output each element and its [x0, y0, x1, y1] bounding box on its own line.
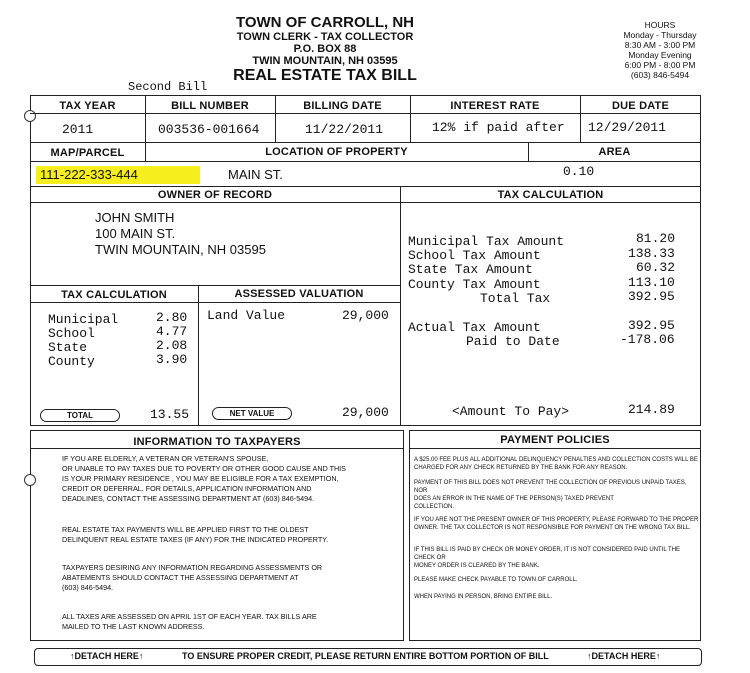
rate-municipal-value: 2.80 — [156, 310, 188, 325]
net-value-amount: 29,000 — [342, 405, 389, 420]
policy-line: DOES AN ERROR IN THE NAME OF THE PERSON(S) TAXED PREVENT — [414, 496, 614, 502]
state-tax-label: State Tax Amount — [408, 262, 533, 277]
due-date-header: DUE DATE — [611, 100, 669, 112]
policy-line: PAYMENT OF THIS BILL DOES NOT PREVENT THE COLLECTION OF PREVIOUS UNPAID TAXES, NOR — [414, 480, 687, 494]
assessed-valuation-header: ASSESSED VALUATION — [234, 288, 364, 300]
policy-line: IF THIS BILL IS PAID BY CHECK OR MONEY ORDER, IT IS NOT CONSIDERED PAID UNTIL THE CHECK OR — [414, 547, 681, 561]
po-box: P.O. BOX 88 — [293, 43, 357, 55]
location-header: LOCATION OF PROPERTY — [265, 146, 408, 158]
map-parcel-header: MAP/PARCEL — [50, 147, 125, 159]
info-paragraph-2 — [62, 525, 402, 545]
office-hours — [610, 20, 710, 80]
info-line: DELINQUENT REAL ESTATE TAXES (IF ANY) FOR THE INDICATED PROPERTY. — [62, 535, 329, 544]
second-bill-label: Second Bill — [128, 80, 208, 94]
bill-number-header: BILL NUMBER — [171, 100, 249, 112]
policy-line: COLLECTION. — [414, 504, 455, 510]
policy-line: MONEY ORDER IS CLEARED BY THE BANK. — [414, 563, 540, 569]
bill-title: REAL ESTATE TAX BILL — [233, 67, 417, 84]
policy-5 — [414, 576, 699, 584]
amount-to-pay-label: <Amount To Pay> — [452, 404, 570, 419]
total-rate-label: TOTAL — [40, 409, 120, 422]
office-name: TOWN CLERK - TAX COLLECTOR — [236, 31, 414, 43]
total-tax-label: Total Tax — [480, 291, 551, 306]
info-line: OR UNABLE TO PAY TAXES DUE TO POVERTY OR OTHER GOOD CAUSE AND THIS — [62, 464, 346, 473]
info-line: MAILED TO THE LAST KNOWN ADDRESS. — [62, 622, 205, 631]
area-value: 0.10 — [563, 164, 595, 179]
info-line: (603) 846-5494. — [62, 583, 114, 592]
land-value-label: Land Value — [207, 308, 286, 323]
detach-here-right: ↑DETACH HERE↑ — [587, 651, 661, 661]
tax-calculation-header: TAX CALCULATION — [497, 189, 604, 201]
municipal-tax-label: Municipal Tax Amount — [408, 234, 565, 249]
rate-county-value: 3.90 — [156, 352, 188, 367]
info-line: IF YOU ARE ELDERLY, A VETERAN OR VETERAN'S SPOUSE, — [62, 454, 269, 463]
policy-4 — [414, 546, 699, 570]
interest-rate-header: INTEREST RATE — [450, 100, 540, 112]
bill-main-box — [30, 95, 701, 426]
town-name: TOWN OF CARROLL, NH — [235, 14, 415, 31]
policy-line: CHARGED FOR ANY CHECK RETURNED BY THE BANK FOR ANY REASON. — [414, 465, 628, 471]
paid-to-date-label: Paid to Date — [466, 334, 560, 349]
punch-hole-2 — [24, 474, 36, 486]
town-address: TWIN MOUNTAIN, NH 03595 — [252, 55, 398, 67]
bill-number-value: 003536-001664 — [158, 122, 260, 137]
rate-school-value: 4.77 — [156, 324, 188, 339]
amount-to-pay-value: 214.89 — [628, 402, 675, 417]
school-tax-value: 138.33 — [628, 246, 675, 261]
return-instruction: TO ENSURE PROPER CREDIT, PLEASE RETURN ENTIRE BOTTOM PORTION OF BILL — [182, 651, 549, 661]
area-header: AREA — [598, 146, 631, 158]
hours-line-4: 6:00 PM - 8:00 PM — [624, 60, 696, 70]
tax-year-header: TAX YEAR — [59, 100, 116, 112]
policy-6 — [414, 593, 699, 601]
hours-line-1: Monday - Thursday — [623, 30, 697, 40]
tax-rates-header: TAX CALCULATION — [61, 289, 167, 301]
total-tax-value: 392.95 — [628, 289, 675, 304]
owner-street: 100 MAIN ST. — [95, 226, 176, 241]
rate-school-label: School — [48, 326, 95, 341]
info-line: ABATEMENTS SHOULD CONTACT THE ASSESSING DEPARTMENT AT — [62, 573, 299, 582]
hours-label: HOURS — [644, 20, 676, 30]
rate-state-label: State — [48, 340, 88, 355]
info-line: IS YOUR PRIMARY RESIDENCE , YOU MAY BE ELIGIBLE FOR A TAX EXEMPTION, — [62, 474, 339, 483]
info-paragraph-1 — [62, 454, 402, 504]
due-date-value: 12/29/2011 — [588, 120, 667, 135]
billing-date-value: 11/22/2011 — [305, 122, 384, 137]
county-tax-value: 113.10 — [628, 275, 675, 290]
county-tax-label: County Tax Amount — [408, 277, 541, 292]
policy-line: IF YOU ARE NOT THE PRESENT OWNER OF THIS PROPERTY, PLEASE FORWARD TO THE PROPER — [414, 517, 699, 523]
info-paragraph-4 — [62, 612, 402, 632]
total-rate-value: 13.55 — [150, 407, 190, 422]
rate-municipal-label: Municipal — [48, 312, 119, 327]
billing-date-header: BILLING DATE — [303, 100, 382, 112]
info-line: TAXPAYERS DESIRING ANY INFORMATION REGARDING ASSESSMENTS OR — [62, 563, 323, 572]
info-header: INFORMATION TO TAXPAYERS — [133, 436, 301, 448]
map-parcel-value: 111-222-333-444 — [40, 167, 138, 182]
tax-year-value: 2011 — [62, 122, 94, 137]
state-tax-value: 60.32 — [636, 260, 676, 275]
paid-to-date-value: -178.06 — [620, 332, 675, 347]
payment-policies-header: PAYMENT POLICIES — [500, 434, 610, 446]
interest-rate-value: 12% if paid after — [432, 120, 565, 135]
actual-tax-label: Actual Tax Amount — [408, 320, 541, 335]
rate-state-value: 2.08 — [156, 338, 188, 353]
policy-line: PLEASE MAKE CHECK PAYABLE TO TOWN OF CARROLL. — [414, 577, 578, 583]
detach-here-left: ↑DETACH HERE↑ — [70, 651, 144, 661]
owner-name: JOHN SMITH — [95, 210, 175, 225]
school-tax-label: School Tax Amount — [408, 248, 541, 263]
info-line: ALL TAXES ARE ASSESSED ON APRIL 1ST OF EACH YEAR. TAX BILLS ARE — [62, 612, 317, 621]
net-value-label: NET VALUE — [212, 407, 292, 420]
info-line: REAL ESTATE TAX PAYMENTS WILL BE APPLIED FIRST TO THE OLDEST — [62, 525, 309, 534]
hours-line-3: Monday Evening — [628, 50, 692, 60]
rate-county-label: County — [48, 354, 95, 369]
land-value-amount: 29,000 — [342, 308, 389, 323]
municipal-tax-value: 81.20 — [636, 231, 676, 246]
policy-line: A $25.00 FEE PLUS ALL ADDITIONAL DELINQUENCY PENALTIES AND COLLECTION COSTS WILL BE — [414, 457, 698, 463]
info-line: DEADLINES, CONTACT THE ASSESSING DEPARTMENT AT (603) 846-5494. — [62, 494, 315, 503]
owner-header: OWNER OF RECORD — [157, 189, 273, 201]
policy-1 — [414, 456, 699, 472]
policy-2 — [414, 479, 699, 511]
policy-line: WHEN PAYING IN PERSON, BRING ENTIRE BILL. — [414, 594, 553, 600]
owner-city: TWIN MOUNTAIN, NH 03595 — [95, 242, 266, 257]
hours-phone: (603) 846-5494 — [630, 70, 690, 80]
location-value: MAIN ST. — [228, 167, 283, 182]
policy-line: OWNER. THE TAX COLLECTOR IS NOT RESPONSIBLE FOR PAYMENT ON THE WRONG TAX BILL. — [414, 525, 691, 531]
actual-tax-value: 392.95 — [628, 318, 675, 333]
info-line: CREDIT OR DEFERRAL. FOR DETAILS, APPLICATION INFORMATION AND — [62, 484, 312, 493]
info-paragraph-3 — [62, 563, 402, 593]
hours-line-2: 8:30 AM - 3:00 PM — [624, 40, 696, 50]
policy-3 — [414, 516, 699, 532]
